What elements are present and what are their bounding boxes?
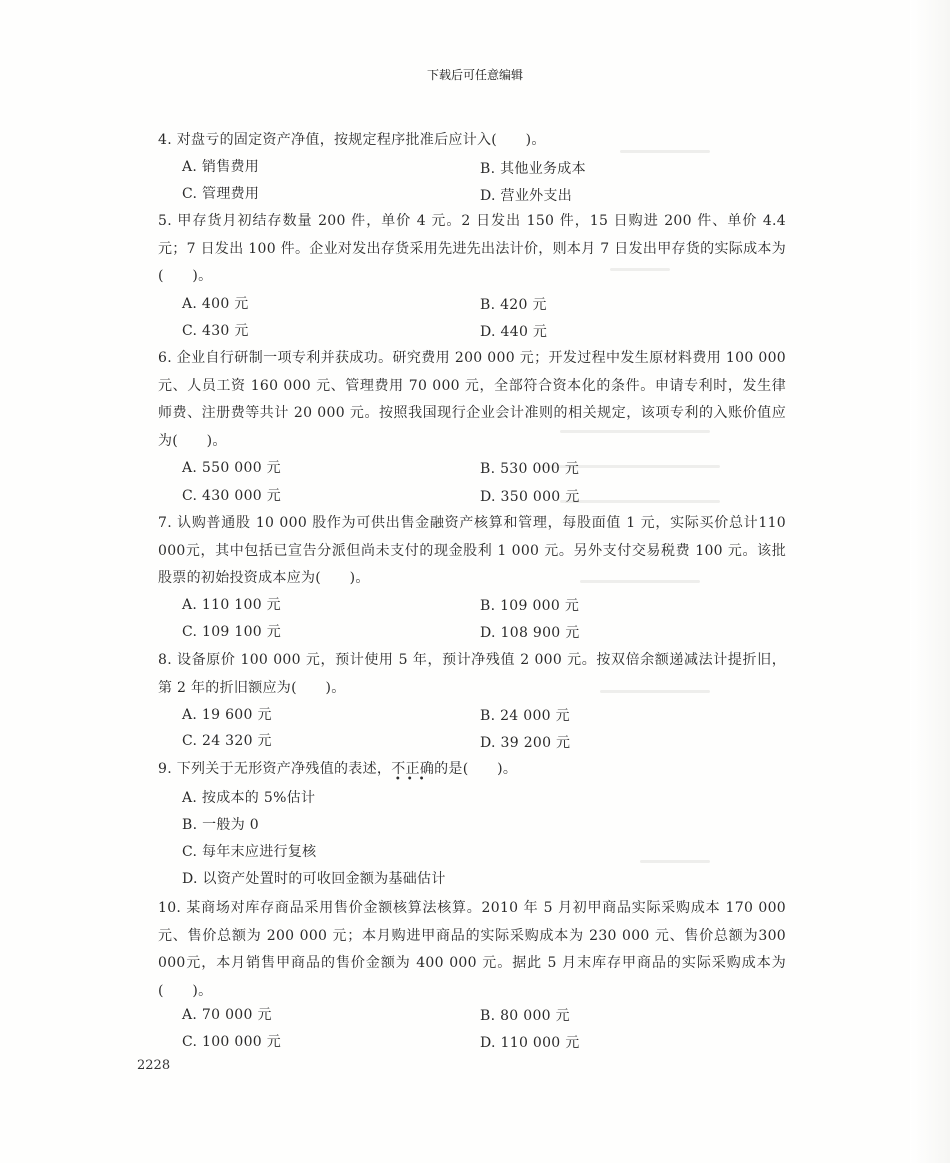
option-10c: C. 100 000 元 <box>182 1034 282 1050</box>
option-4b: B. 其他业务成本 <box>480 161 586 177</box>
bleed-through-mark <box>640 860 710 863</box>
option-10d: D. 110 000 元 <box>480 1035 580 1051</box>
option-6d: D. 350 000 元 <box>480 489 580 505</box>
option-9d: D. 以资产处置时的可收回金额为基础估计 <box>182 871 446 887</box>
emphasis-not-correct: 不正确 ••• <box>391 761 435 785</box>
question-7-stem: 7. 认购普通股 10 000 股作为可供出售金融资产核算和管理，每股面值 1 元，实际买价总计110 000元，其中包括已宣告分派但尚未支付的现金股利 1 000 元。另外支付交易税费 100 元。该批股票的初始投资成本应为( )。 <box>158 515 786 586</box>
question-4-stem: 4. 对盘亏的固定资产净值，按规定程序批准后应计入( )。 <box>158 132 546 148</box>
question-5-stem: 5. 甲存货月初结存数量 200 件，单价 4 元。2 日发出 150 件，15 日购进 200 件、单价 4.4 元；7 日发出 100 件。企业对发出存货采用先进先出法计价，则本月 7 日发出甲存货的实际成本为( )。 <box>158 213 786 284</box>
option-5b: B. 420 元 <box>480 297 547 313</box>
download-banner: 下载后可任意编辑 <box>426 68 523 82</box>
option-5c: C. 430 元 <box>182 323 249 339</box>
question-10-stem: 10. 某商场对库存商品采用售价金额核算法核算。2010 年 5 月初甲商品实际采购成本 170 000元、售价总额为 200 000 元；本月购进甲商品的实际采购成本为 230 000 元、售价总额为300 000元，本月销售甲商品的售价金额为 400 000 元。据此 5 月末库存甲商品的实际采购成本为( )。 <box>158 900 786 999</box>
option-4d: D. 营业外支出 <box>480 188 573 204</box>
option-6c: C. 430 000 元 <box>182 488 282 504</box>
bleed-through-mark <box>560 500 720 503</box>
option-6a: A. 550 000 元 <box>182 460 281 476</box>
option-8b: B. 24 000 元 <box>480 708 570 724</box>
option-7d: D. 108 900 元 <box>480 625 580 641</box>
option-8a: A. 19 600 元 <box>182 707 272 723</box>
option-5d: D. 440 元 <box>480 324 548 340</box>
option-10a: A. 70 000 元 <box>182 1007 272 1023</box>
option-4a: A. 销售费用 <box>182 159 260 175</box>
question-6-stem: 6. 企业自行研制一项专利并获成功。研究费用 200 000 元；开发过程中发生原材料费用 100 000 元、人员工资 160 000 元、管理费用 70 000 元，全部符合资本化的条件。申请专利时，发生律师费、注册费等共计 20 000 元。按照我国现行企业会计准则的相关规定，该项专利的入账价值应为( )。 <box>158 350 786 449</box>
option-10b: B. 80 000 元 <box>480 1008 570 1024</box>
option-7c: C. 109 100 元 <box>182 624 282 640</box>
question-8-stem: 8. 设备原价 100 000 元，预计使用 5 年，预计净残值 2 000 元。按双倍余额递减法计提折旧，第 2 年的折旧额应为( )。 <box>158 652 786 696</box>
question-9-stem <box>124 756 786 784</box>
option-6b: B. 530 000 元 <box>480 461 580 477</box>
option-9c: C. 每年末应进行复核 <box>182 844 317 860</box>
option-5a: A. 400 元 <box>182 296 249 312</box>
option-8d: D. 39 200 元 <box>480 735 571 751</box>
right-margin-shadow <box>910 0 950 1163</box>
question-9-stem-text: 9. 下列关于无形资产净残值的表述， <box>158 761 392 777</box>
option-4c: C. 管理费用 <box>182 186 260 202</box>
option-7a: A. 110 100 元 <box>182 597 281 613</box>
question-9-stem-tail: 的是( )。 <box>434 761 518 777</box>
option-8c: C. 24 320 元 <box>182 733 272 749</box>
emphasis-dots: ••• <box>394 774 431 785</box>
option-9a: A. 按成本的 5%估计 <box>182 790 316 806</box>
page-number: 2228 <box>137 1058 171 1073</box>
option-9b: B. 一般为 0 <box>182 817 259 833</box>
option-7b: B. 109 000 元 <box>480 598 580 614</box>
